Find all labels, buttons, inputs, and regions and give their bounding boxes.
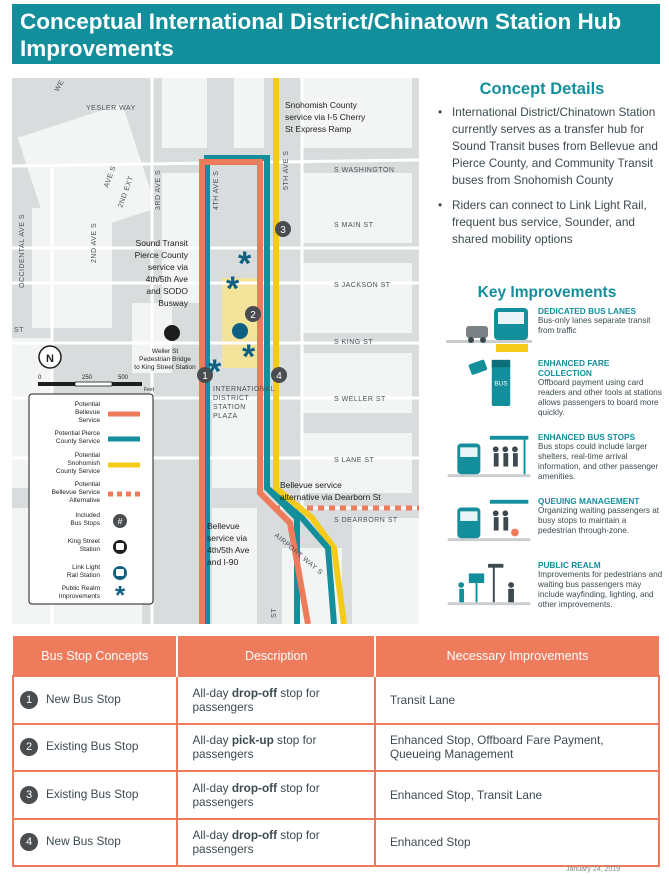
desc-bold: drop-off xyxy=(231,685,278,700)
desc-pre: All-day xyxy=(192,780,232,795)
stop-number-badge: 2 xyxy=(20,738,38,756)
asterisk-icon: * xyxy=(238,245,252,283)
legend-label: Bellevue xyxy=(75,409,100,416)
title-banner xyxy=(12,4,660,64)
legend-label: Potential xyxy=(74,481,100,488)
asterisk-icon: * xyxy=(242,338,256,376)
desc-post: stop for passengers xyxy=(192,828,320,857)
ki-desc: Offboard payment using card readers and other tools at stations allows passengers to board more quickly. xyxy=(538,378,662,417)
street-label: 2ND AVE S xyxy=(91,222,98,263)
route-label: service via xyxy=(147,262,188,272)
scale-unit: Feet xyxy=(144,387,155,393)
plaza-label-line: DISTRICT xyxy=(213,395,250,402)
route-label: Busway xyxy=(158,298,188,308)
route-label: alternative via Dearborn St xyxy=(280,492,381,502)
ki-head: ENHANCED FARE COLLECTION xyxy=(538,358,610,378)
table-row xyxy=(13,771,659,819)
street-label: S DEARBORN ST xyxy=(334,517,398,524)
table-row xyxy=(13,676,659,724)
desc-post: stop for passengers xyxy=(192,733,317,762)
concept-label: New Bus Stop xyxy=(46,691,121,706)
ki-desc: Improvements for pedestrians and waiting bus passengers may include wayfinding, lighting, and other improvements. xyxy=(538,570,663,609)
stop-3-label: 3 xyxy=(280,225,286,236)
desc-pre: All-day xyxy=(192,828,232,843)
lightrail-icon xyxy=(232,323,248,339)
ki-head: ENHANCED BUS STOPS xyxy=(538,432,636,442)
train-icon xyxy=(164,325,180,341)
improvements-cell: Transit Lane xyxy=(375,676,659,724)
stop-4-label: 4 xyxy=(276,371,282,382)
improvements-cell: Enhanced Stop xyxy=(375,819,659,867)
queue-icon xyxy=(446,496,532,544)
description-cell xyxy=(177,819,374,867)
legend-label: Station xyxy=(79,546,100,553)
route-label: service via xyxy=(207,533,248,543)
route-label: Sound Transit xyxy=(135,238,188,248)
description-cell xyxy=(177,676,374,724)
street-label: ST xyxy=(271,608,278,618)
hash-glyph: # xyxy=(117,516,123,527)
bridge-label-line: Weller St xyxy=(151,348,179,355)
route-label: 4th/5th Ave xyxy=(207,545,250,555)
concept-cell xyxy=(13,771,177,819)
description-cell xyxy=(177,771,374,819)
ki-desc: Bus-only lanes separate transit from traffic xyxy=(538,316,651,335)
public-realm-icon xyxy=(446,560,532,608)
street-label: OCCIDENTAL AVE S xyxy=(19,214,26,288)
street-label: S WELLER ST xyxy=(334,396,386,403)
legend-label: King Street xyxy=(67,538,100,545)
street-label: S KING ST xyxy=(334,339,374,346)
legend-label: Snohomish xyxy=(67,460,100,467)
street-label: 5TH AVE S xyxy=(283,150,290,190)
ki-head: QUEUING MANAGEMENT xyxy=(538,496,640,506)
table-header: Bus Stop Concepts xyxy=(13,636,177,676)
scale-tick: 500 xyxy=(118,375,129,381)
ki-desc: Organizing waiting passengers at busy stops to maintain a pedestrian through-zone. xyxy=(538,506,660,535)
ki-head: PUBLIC REALM xyxy=(538,560,601,570)
legend-label: Rail Station xyxy=(66,572,100,579)
desc-pre: All-day xyxy=(192,685,232,700)
ki-desc: Bus stops could include larger shelters, real-time arrival information, and other passenger amenities. xyxy=(538,442,659,481)
desc-bold: pick-up xyxy=(231,733,274,748)
legend-label: Bellevue Service xyxy=(51,489,100,496)
north-label: N xyxy=(46,353,54,365)
concept-bullet: • Riders can connect to Link Light Rail, frequent bus service, Sounder, and shared mobility options xyxy=(436,197,662,248)
street-label: AVE S xyxy=(103,165,118,189)
plaza-label-line: INTERNATIONAL xyxy=(213,386,275,393)
route-label: St Express Ramp xyxy=(285,124,352,134)
route-label: Bellevue xyxy=(207,521,240,531)
desc-post: stop for passengers xyxy=(192,685,320,714)
stop-2-label: 2 xyxy=(250,310,256,321)
desc-post: stop for passengers xyxy=(192,780,320,809)
concept-bullet: • International District/Chinatown Station currently serves as a transfer hub for Sound Transit buses from Bellevue and Pierce County, and Community Transit buses from Snohomish County xyxy=(436,104,662,189)
desc-pre: All-day xyxy=(192,733,232,748)
stop-1-label: 1 xyxy=(202,371,208,382)
route-label: Pierce County xyxy=(134,250,188,260)
street-label: S LANE ST xyxy=(334,457,375,464)
legend-label: Service xyxy=(78,417,100,424)
legend-label: County Service xyxy=(55,468,100,475)
street-label: 2ND EXT xyxy=(117,175,136,209)
table-row xyxy=(13,819,659,867)
map-svg xyxy=(12,78,419,624)
map xyxy=(12,78,419,624)
plaza-label-line: STATION xyxy=(213,404,246,411)
page-title: Conceptual International District/Chinatown Station Hub Improvements xyxy=(20,9,622,61)
route-label: and I-90 xyxy=(207,557,239,567)
stop-number-badge: 1 xyxy=(20,691,38,709)
improvements-cell: Enhanced Stop, Offboard Fare Payment, Queueing Management xyxy=(375,724,659,772)
route-label: service via I-5 Cherry xyxy=(285,112,366,122)
legend-label: Public Realm xyxy=(61,585,100,592)
concept-cell xyxy=(13,676,177,724)
table-header: Description xyxy=(177,636,374,676)
route-label: and SODO xyxy=(146,286,188,296)
street-label: WE xyxy=(53,78,66,93)
table-header: Necessary Improvements xyxy=(375,636,659,676)
legend-label: Potential Pierce xyxy=(54,430,100,437)
scale-tick: 0 xyxy=(38,375,42,381)
stop-number-badge: 4 xyxy=(20,833,38,851)
legend-label: Bus Stops xyxy=(70,520,100,527)
street-label: S WASHINGTON xyxy=(334,167,395,174)
stop-number-badge: 3 xyxy=(20,786,38,804)
legend-label: Included xyxy=(75,512,100,519)
key-improvements-title: Key Improvements xyxy=(477,284,617,301)
concept-label: Existing Bus Stop xyxy=(46,786,139,801)
asterisk-icon: * xyxy=(208,353,222,391)
footnote-date: January 24, 2019 xyxy=(566,866,621,873)
bus-shelter-icon xyxy=(446,432,532,480)
table-row xyxy=(13,724,659,772)
bus-badge: BUS xyxy=(494,380,508,388)
concept-details-list xyxy=(436,104,662,256)
street-label: 3RD AVE S xyxy=(155,169,162,210)
concept-label: New Bus Stop xyxy=(46,834,121,849)
concept-cell xyxy=(13,724,177,772)
legend xyxy=(29,394,153,610)
desc-bold: drop-off xyxy=(231,828,278,843)
concept-cell xyxy=(13,819,177,867)
description-cell xyxy=(177,724,374,772)
street-label: YESLER WAY xyxy=(86,105,136,112)
legend-asterisk-icon: * xyxy=(114,580,126,610)
legend-label: Potential xyxy=(74,452,100,459)
fare-kiosk-icon xyxy=(446,358,532,406)
street-label: S MAIN ST xyxy=(334,222,374,229)
plaza-label-line: PLAZA xyxy=(213,413,238,420)
street-label: 4TH AVE S xyxy=(213,170,220,210)
street-label: AIRPORT WAY S xyxy=(272,532,324,577)
legend-label: Alternative xyxy=(69,497,100,504)
route-label: Bellevue service xyxy=(280,480,342,490)
legend-label: Improvements xyxy=(58,593,100,600)
street-label: S JACKSON ST xyxy=(334,282,391,289)
concept-details-title: Concept Details xyxy=(479,80,605,98)
route-label: 4th/5th Ave xyxy=(145,274,188,284)
asterisk-icon: * xyxy=(226,270,240,308)
improvements-cell: Enhanced Stop, Transit Lane xyxy=(375,771,659,819)
legend-label: Link Light xyxy=(72,564,100,571)
bus-lane-icon xyxy=(446,306,532,354)
bridge-label-line: Pedestrian Bridge xyxy=(139,356,191,363)
ki-head: DEDICATED BUS LANES xyxy=(538,306,637,316)
bridge-label-line: to King Street Station xyxy=(134,364,196,371)
concept-label: Existing Bus Stop xyxy=(46,739,139,754)
desc-bold: drop-off xyxy=(231,780,278,795)
scale-tick: 250 xyxy=(82,375,93,381)
route-label: Snohomish County xyxy=(285,100,357,110)
legend-label: County Service xyxy=(55,438,100,445)
bus-stop-concepts-table xyxy=(12,636,660,867)
street-label: ST xyxy=(14,327,24,334)
legend-label: Potential xyxy=(74,401,100,408)
